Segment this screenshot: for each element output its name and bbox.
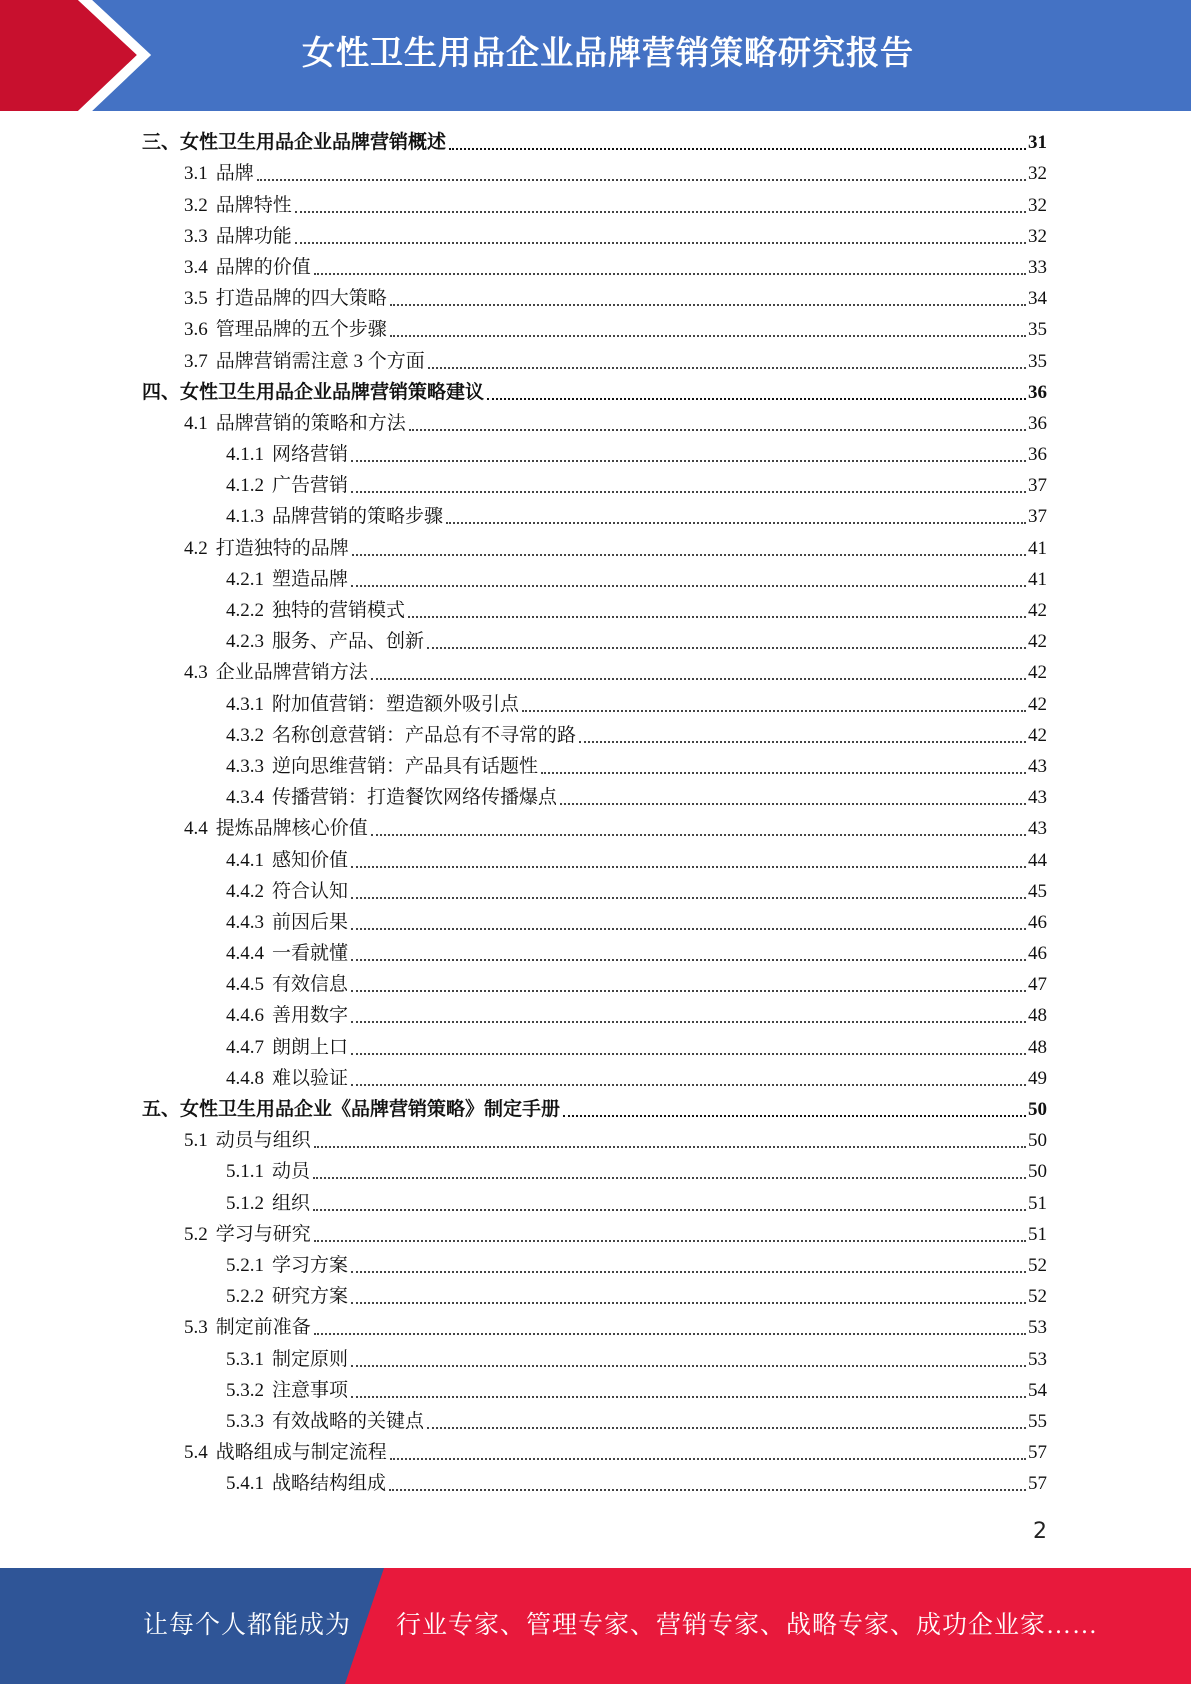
toc-entry-number: 4.1.3: [226, 506, 264, 528]
toc-entry-page: 43: [1028, 755, 1047, 777]
toc-dot-leader: [409, 429, 1026, 431]
toc-entry-number: 5.3.3: [226, 1410, 264, 1432]
toc-dot-leader: [371, 834, 1026, 836]
toc-entry[interactable]: [0, 189, 1191, 220]
toc-entry[interactable]: [0, 221, 1191, 252]
toc-dot-leader: [257, 179, 1026, 181]
toc-entry-label: 品牌: [215, 163, 254, 185]
toc-entry-page: 52: [1028, 1254, 1047, 1276]
table-of-contents: [0, 127, 1191, 1499]
toc-dot-leader: [446, 522, 1026, 524]
toc-dot-leader: [351, 1021, 1026, 1023]
toc-entry-number: 5.3: [184, 1317, 208, 1339]
toc-entry-label: 品牌特性: [215, 194, 292, 216]
toc-dot-leader: [389, 1489, 1026, 1491]
toc-entry-number: 3.2: [184, 194, 208, 216]
toc-entry-label: 逆向思维营销：产品具有话题性: [272, 755, 539, 777]
toc-entry[interactable]: [0, 377, 1191, 408]
toc-dot-leader: [352, 554, 1026, 556]
toc-entry-label: 品牌营销需注意 3 个方面: [215, 350, 425, 372]
toc-entry-page: 42: [1028, 693, 1047, 715]
toc-entry-page: 55: [1028, 1410, 1047, 1432]
toc-entry-number: 5.1.2: [226, 1192, 264, 1214]
toc-entry-page: 36: [1028, 444, 1047, 466]
toc-entry-page: 42: [1028, 724, 1047, 746]
toc-entry[interactable]: [0, 626, 1191, 657]
toc-entry-page: 57: [1028, 1473, 1047, 1495]
toc-dot-leader: [314, 1146, 1026, 1148]
toc-entry-page: 45: [1028, 880, 1047, 902]
toc-entry-label: 传播营销：打造餐饮网络传播爆点: [272, 787, 558, 809]
toc-entry[interactable]: [0, 844, 1191, 875]
toc-dot-leader: [314, 1333, 1026, 1335]
toc-entry[interactable]: [0, 532, 1191, 563]
toc-entry-page: 31: [1028, 132, 1047, 154]
toc-entry-page: 50: [1028, 1130, 1047, 1152]
toc-entry-page: 53: [1028, 1317, 1047, 1339]
toc-dot-leader: [351, 585, 1026, 587]
toc-entry-label: 管理品牌的五个步骤: [215, 319, 387, 341]
toc-entry[interactable]: [0, 283, 1191, 314]
toc-dot-leader: [408, 616, 1026, 618]
toc-entry-label: 动员与组织: [215, 1130, 311, 1152]
toc-entry[interactable]: [0, 751, 1191, 782]
toc-entry-page: 33: [1028, 256, 1047, 278]
toc-entry-number: 3.7: [184, 350, 208, 372]
toc-entry-number: 4.1: [184, 412, 208, 434]
toc-entry-page: 35: [1028, 319, 1047, 341]
toc-dot-leader: [351, 491, 1026, 493]
footer-slogan-left: 让每个人都能成为: [143, 1612, 352, 1639]
toc-entry-number: 4.3.2: [226, 724, 264, 746]
toc-entry-page: 37: [1028, 475, 1047, 497]
toc-entry-page: 53: [1028, 1348, 1047, 1370]
toc-entry-label: 注意事项: [272, 1379, 349, 1401]
toc-entry-label: 朗朗上口: [272, 1036, 349, 1058]
toc-entry[interactable]: [0, 1156, 1191, 1187]
toc-entry-page: 42: [1028, 662, 1047, 684]
toc-entry-number: 5.1.1: [226, 1161, 264, 1183]
toc-entry-label: 学习与研究: [215, 1223, 311, 1245]
toc-entry-page: 46: [1028, 911, 1047, 933]
toc-entry[interactable]: [0, 1219, 1191, 1250]
toc-entry-page: 37: [1028, 506, 1047, 528]
page-header: [0, 0, 1191, 111]
toc-dot-leader: [314, 273, 1026, 275]
toc-dot-leader: [427, 1427, 1026, 1429]
toc-entry[interactable]: [0, 1000, 1191, 1031]
toc-dot-leader: [295, 242, 1026, 244]
toc-entry[interactable]: [0, 1343, 1191, 1374]
toc-entry[interactable]: [0, 595, 1191, 626]
toc-entry[interactable]: [0, 1437, 1191, 1468]
toc-entry[interactable]: [0, 876, 1191, 907]
toc-entry[interactable]: [0, 252, 1191, 283]
document-title: 女性卫生用品企业品牌营销策略研究报告: [302, 33, 914, 72]
toc-entry-page: 49: [1028, 1067, 1047, 1089]
toc-dot-leader: [563, 1115, 1026, 1117]
toc-entry[interactable]: [0, 158, 1191, 189]
toc-entry-label: 打造品牌的四大策略: [215, 288, 387, 310]
toc-entry-label: 服务、产品、创新: [272, 631, 425, 653]
toc-entry-label: 动员: [272, 1161, 311, 1183]
footer-slogan-right: 行业专家、管理专家、营销专家、战略专家、成功企业家……: [396, 1612, 1099, 1639]
toc-entry[interactable]: [0, 657, 1191, 688]
toc-dot-leader: [351, 866, 1026, 868]
toc-entry-page: 46: [1028, 943, 1047, 965]
toc-entry-page: 36: [1028, 381, 1047, 403]
toc-dot-leader: [579, 741, 1026, 743]
toc-entry[interactable]: [0, 501, 1191, 532]
toc-entry-page: 42: [1028, 600, 1047, 621]
toc-entry[interactable]: [0, 1094, 1191, 1125]
toc-dot-leader: [428, 367, 1026, 369]
toc-entry-page: 42: [1028, 631, 1047, 653]
toc-entry-label: 前因后果: [272, 911, 349, 933]
toc-entry[interactable]: [0, 127, 1191, 158]
toc-entry-label: 附加值营销：塑造额外吸引点: [272, 693, 520, 715]
toc-entry-number: 4.4.5: [226, 974, 264, 996]
toc-dot-leader: [314, 1240, 1026, 1242]
toc-entry-label: 品牌营销的策略和方法: [215, 412, 406, 434]
toc-entry[interactable]: [0, 345, 1191, 376]
toc-dot-leader: [351, 959, 1026, 961]
page-footer: [0, 1568, 1191, 1684]
toc-dot-leader: [351, 897, 1026, 899]
toc-entry-label: 四、女性卫生用品企业品牌营销策略建议: [142, 381, 485, 403]
toc-dot-leader: [351, 1302, 1026, 1304]
toc-dot-leader: [390, 1458, 1026, 1460]
toc-entry-label: 塑造品牌: [272, 568, 349, 590]
toc-entry-label: 广告营销: [272, 475, 349, 497]
toc-entry-number: 4.4.6: [226, 1005, 264, 1027]
toc-entry-number: 5.2: [184, 1223, 208, 1245]
toc-entry-number: 4.3.1: [226, 693, 264, 715]
toc-entry[interactable]: [0, 1375, 1191, 1406]
toc-entry[interactable]: [0, 408, 1191, 439]
toc-entry[interactable]: [0, 1125, 1191, 1156]
toc-entry[interactable]: [0, 1250, 1191, 1281]
toc-entry-number: 3.3: [184, 225, 208, 247]
toc-entry-page: 41: [1028, 568, 1047, 590]
toc-entry-number: 4.2.1: [226, 568, 264, 590]
toc-entry-number: 3.4: [184, 256, 208, 278]
toc-dot-leader: [487, 398, 1026, 400]
toc-dot-leader: [295, 211, 1026, 213]
toc-entry-page: 34: [1028, 288, 1047, 310]
toc-entry-label: 品牌营销的策略步骤: [272, 506, 444, 528]
toc-entry-number: 4.3.4: [226, 787, 264, 809]
toc-entry[interactable]: [0, 938, 1191, 969]
toc-entry-number: 4.4.4: [226, 943, 264, 965]
toc-entry-number: 5.2.2: [226, 1286, 264, 1308]
toc-entry-number: 5.3.1: [226, 1348, 264, 1370]
toc-entry-number: 4.4.1: [226, 849, 264, 871]
toc-entry-label: 战略结构组成: [272, 1473, 387, 1495]
toc-entry[interactable]: [0, 1468, 1191, 1499]
toc-entry-label: 提炼品牌核心价值: [215, 818, 368, 840]
toc-entry-label: 善用数字: [272, 1005, 349, 1027]
toc-entry-page: 50: [1028, 1161, 1047, 1183]
toc-entry-number: 4.4.2: [226, 880, 264, 902]
toc-entry-label: 感知价值: [272, 849, 349, 871]
toc-entry-number: 4.2.2: [226, 600, 264, 621]
toc-entry-number: 4.2: [184, 537, 208, 559]
toc-dot-leader: [351, 1053, 1026, 1055]
toc-entry-number: 4.3: [184, 662, 208, 684]
toc-entry[interactable]: [0, 564, 1191, 595]
toc-entry-page: 35: [1028, 350, 1047, 372]
toc-entry-page: 57: [1028, 1442, 1047, 1464]
toc-entry-label: 名称创意营销：产品总有不寻常的路: [272, 724, 577, 746]
toc-dot-leader: [427, 647, 1026, 649]
toc-entry[interactable]: [0, 1406, 1191, 1437]
toc-entry-page: 48: [1028, 1036, 1047, 1058]
toc-entry[interactable]: [0, 782, 1191, 813]
toc-entry-number: 5.2.1: [226, 1254, 264, 1276]
toc-entry-number: 3.6: [184, 319, 208, 341]
toc-entry-number: 5.4: [184, 1442, 208, 1464]
toc-entry-page: 43: [1028, 818, 1047, 840]
toc-dot-leader: [351, 1271, 1026, 1273]
toc-entry-page: 50: [1028, 1099, 1047, 1120]
toc-dot-leader: [449, 148, 1026, 150]
toc-entry-page: 51: [1028, 1223, 1047, 1245]
toc-entry-page: 43: [1028, 787, 1047, 809]
toc-entry-label: 符合认知: [272, 880, 349, 902]
toc-entry[interactable]: [0, 1031, 1191, 1062]
toc-entry-label: 网络营销: [272, 444, 349, 466]
toc-entry[interactable]: [0, 688, 1191, 719]
toc-entry[interactable]: [0, 969, 1191, 1000]
toc-entry-page: 41: [1028, 537, 1047, 559]
toc-entry-number: 5.3.2: [226, 1379, 264, 1401]
page-number: 2: [1033, 1519, 1047, 1544]
toc-entry-label: 学习方案: [272, 1254, 349, 1276]
toc-entry-number: 5.1: [184, 1130, 208, 1152]
toc-dot-leader: [560, 803, 1026, 805]
toc-entry-label: 企业品牌营销方法: [215, 662, 368, 684]
toc-entry-label: 独特的营销模式: [272, 600, 406, 621]
toc-entry-label: 制定前准备: [215, 1317, 311, 1339]
toc-entry-label: 战略组成与制定流程: [215, 1442, 387, 1464]
toc-entry-page: 51: [1028, 1192, 1047, 1214]
toc-entry[interactable]: [0, 1281, 1191, 1312]
toc-dot-leader: [522, 710, 1026, 712]
toc-entry-page: 32: [1028, 194, 1047, 216]
toc-entry-page: 54: [1028, 1379, 1047, 1401]
toc-entry-label: 一看就懂: [272, 943, 349, 965]
toc-entry-page: 52: [1028, 1286, 1047, 1308]
toc-entry-label: 五、女性卫生用品企业《品牌营销策略》制定手册: [142, 1099, 561, 1120]
toc-entry[interactable]: [0, 720, 1191, 751]
toc-dot-leader: [351, 460, 1026, 462]
toc-dot-leader: [313, 1209, 1026, 1211]
toc-dot-leader: [351, 928, 1026, 930]
toc-dot-leader: [313, 1177, 1026, 1179]
toc-entry-number: 4.2.3: [226, 631, 264, 653]
toc-entry-number: 5.4.1: [226, 1473, 264, 1495]
toc-entry-label: 有效信息: [272, 974, 349, 996]
toc-entry-label: 品牌功能: [215, 225, 292, 247]
toc-entry[interactable]: [0, 1187, 1191, 1218]
toc-entry-label: 制定原则: [272, 1348, 349, 1370]
toc-entry-page: 47: [1028, 974, 1047, 996]
toc-entry-label: 打造独特的品牌: [215, 537, 349, 559]
toc-entry-number: 4.4.8: [226, 1067, 264, 1089]
toc-entry-number: 3.1: [184, 163, 208, 185]
toc-entry-number: 4.4.3: [226, 911, 264, 933]
toc-dot-leader: [351, 1084, 1026, 1086]
toc-dot-leader: [351, 990, 1026, 992]
toc-dot-leader: [371, 678, 1026, 680]
toc-dot-leader: [390, 335, 1026, 337]
toc-entry-number: 4.3.3: [226, 755, 264, 777]
toc-dot-leader: [351, 1365, 1026, 1367]
toc-entry-label: 组织: [272, 1192, 311, 1214]
toc-entry[interactable]: [0, 439, 1191, 470]
toc-entry-page: 32: [1028, 225, 1047, 247]
toc-dot-leader: [351, 1396, 1026, 1398]
toc-entry-label: 品牌的价值: [215, 256, 311, 278]
toc-entry-number: 3.5: [184, 288, 208, 310]
toc-entry-number: 4.1.2: [226, 475, 264, 497]
toc-entry-label: 研究方案: [272, 1286, 349, 1308]
toc-entry-number: 4.4: [184, 818, 208, 840]
toc-entry[interactable]: [0, 470, 1191, 501]
toc-dot-leader: [390, 304, 1026, 306]
toc-entry-label: 三、女性卫生用品企业品牌营销概述: [142, 132, 447, 154]
toc-entry[interactable]: [0, 907, 1191, 938]
toc-entry[interactable]: [0, 314, 1191, 345]
toc-entry-page: 36: [1028, 412, 1047, 434]
toc-entry[interactable]: [0, 1312, 1191, 1343]
toc-entry[interactable]: [0, 813, 1191, 844]
toc-entry-page: 32: [1028, 163, 1047, 185]
toc-entry-page: 44: [1028, 849, 1047, 871]
toc-entry-page: 48: [1028, 1005, 1047, 1027]
toc-entry[interactable]: [0, 1063, 1191, 1094]
toc-entry-label: 有效战略的关键点: [272, 1410, 425, 1432]
toc-entry-label: 难以验证: [272, 1067, 349, 1089]
toc-entry-number: 4.4.7: [226, 1036, 264, 1058]
toc-entry-number: 4.1.1: [226, 444, 264, 466]
toc-dot-leader: [541, 772, 1026, 774]
